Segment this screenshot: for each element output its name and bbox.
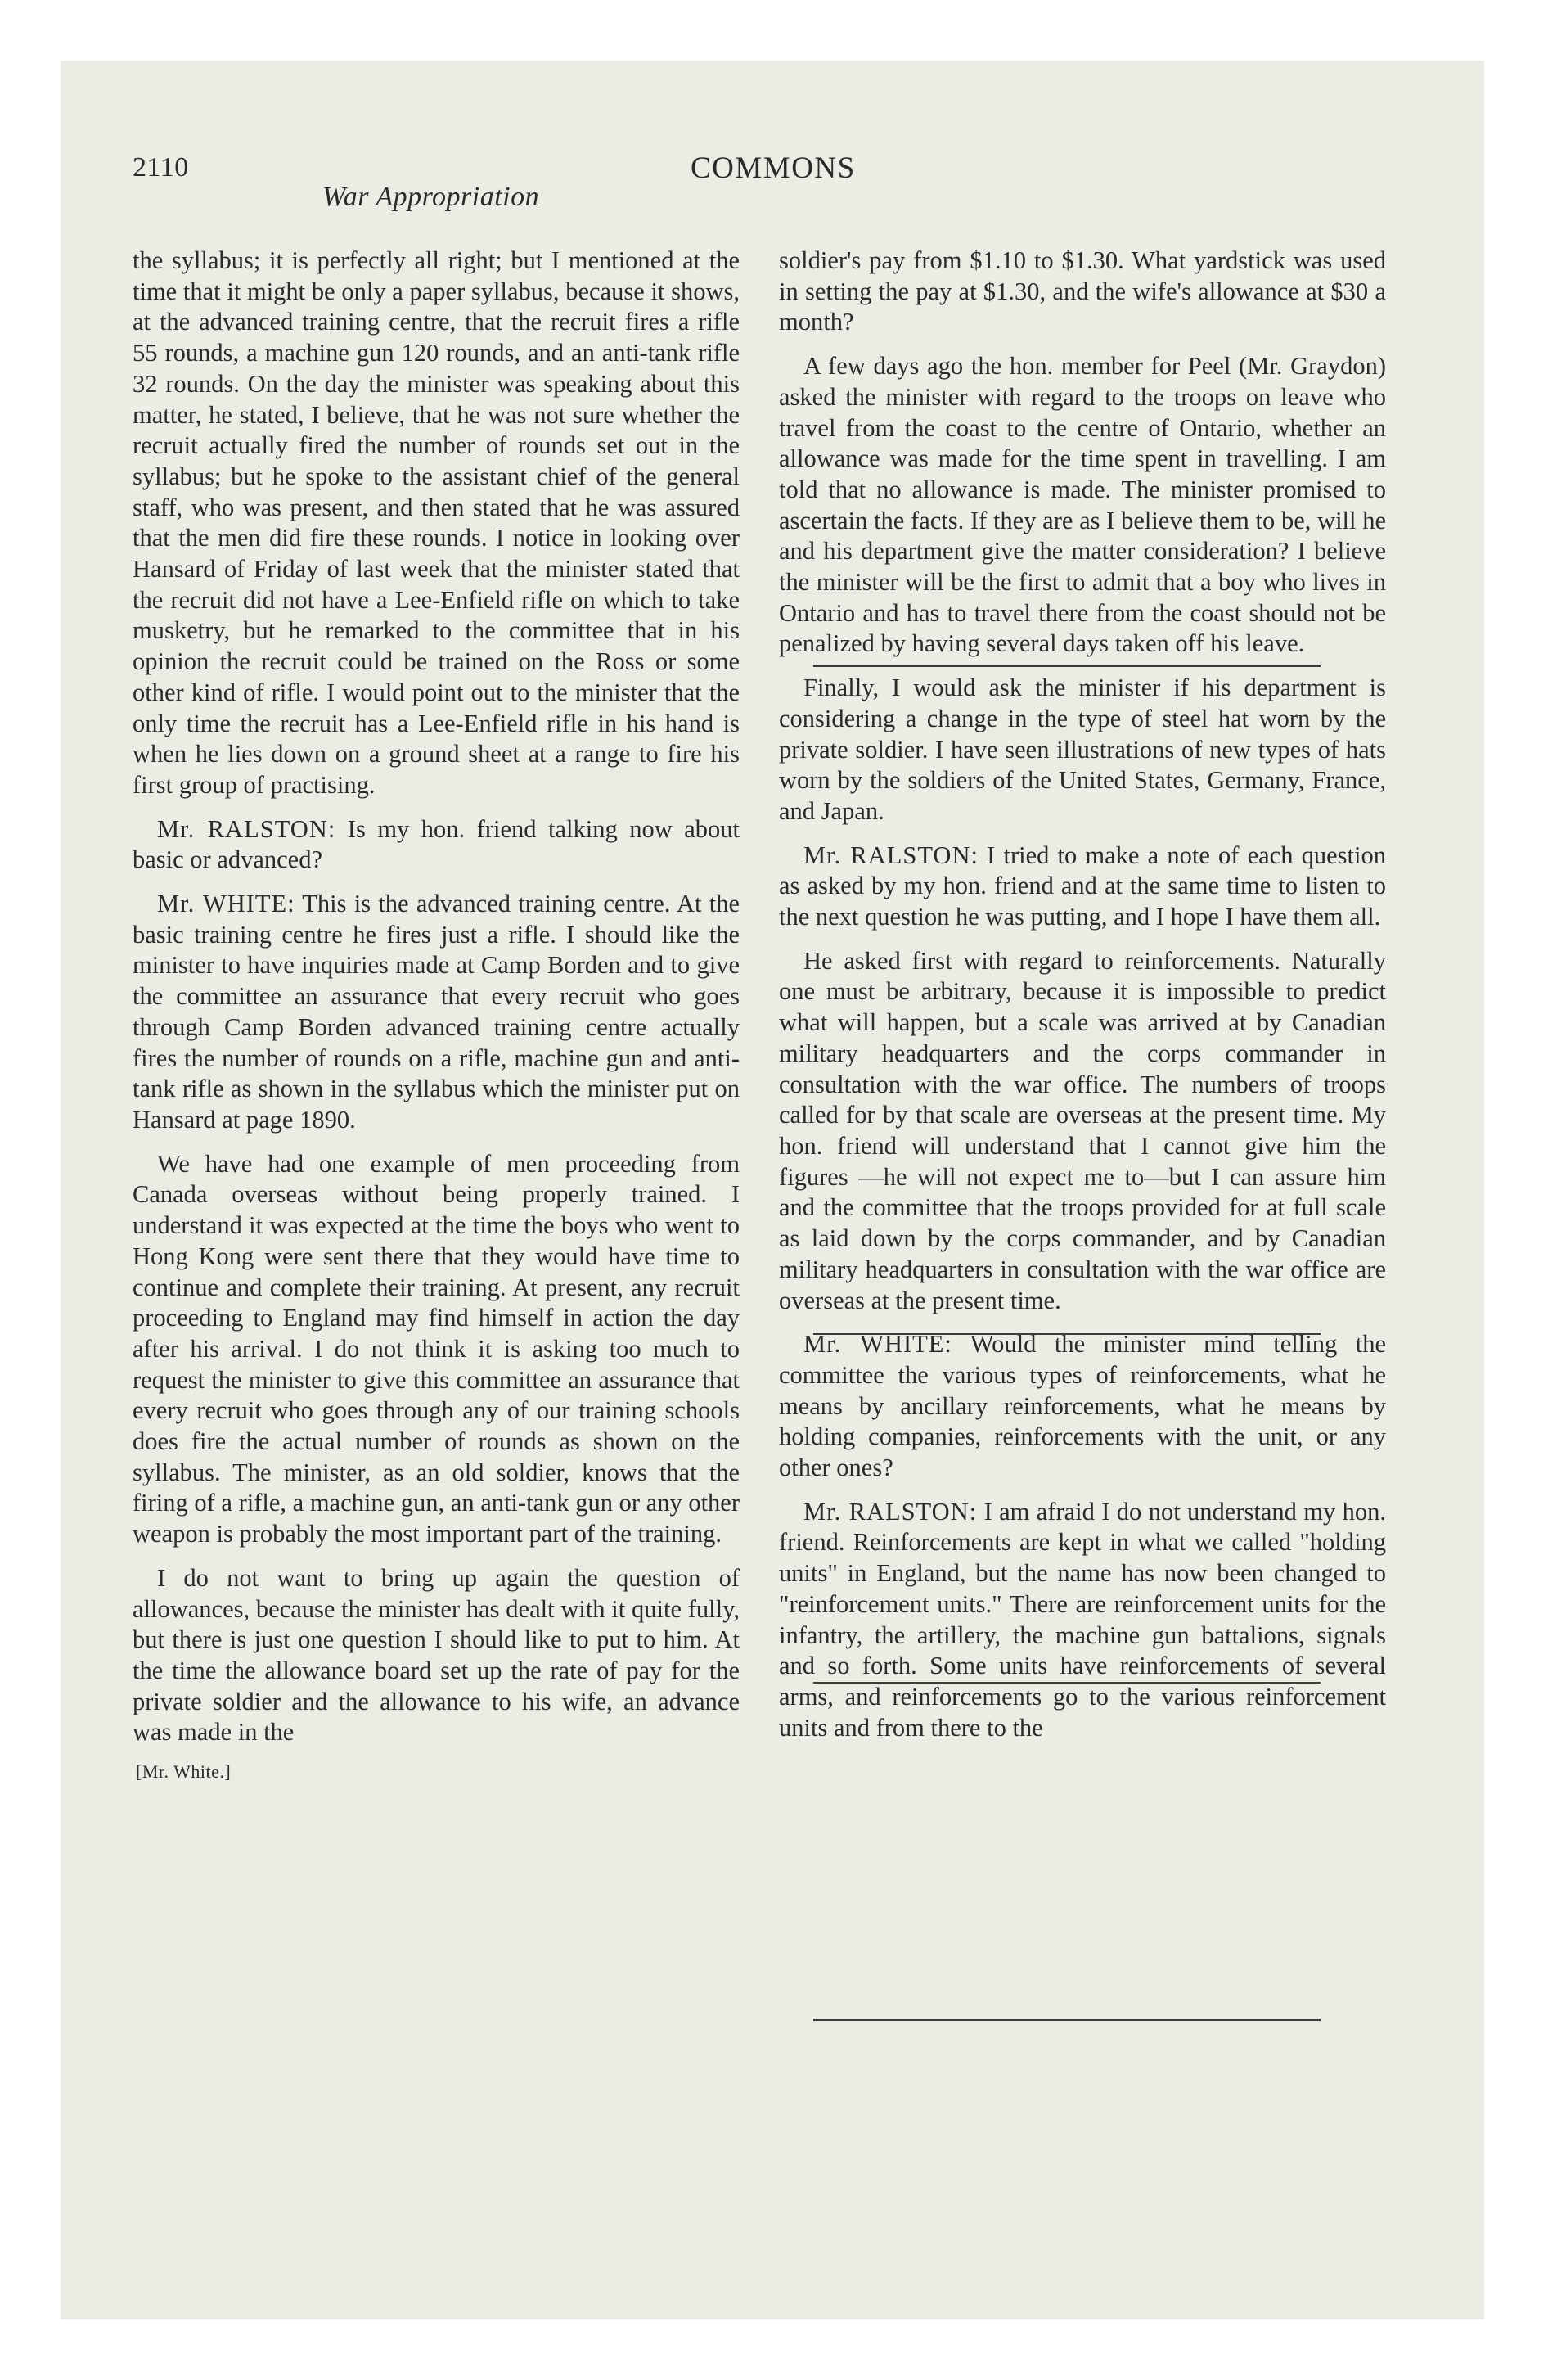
paragraph: We have had one example of men proceeding from Canada overseas without being properly trained. I understand it was expected at the time the boys who went to Hong Kong were sent there that they would have time to continue and complete their training. At present, any recruit proceeding to England may find himself in action the day after his arrival. I do not think it is asking too much to request the minister to give this committee an assurance that every recruit who goes through any of our training schools does fire the actual number of rounds as shown on the syllabus. The minister, as an old soldier, knows that the firing of a rifle, a machine gun, an anti-tank gun or any other weapon is probably the most important part of the training.	[133, 1149, 740, 1548]
speech-text: I tried to make a note of each question as asked by my hon. friend and at the same time to listen to the next question he was putting, and I hope I have them all.	[779, 841, 1386, 931]
speaker-name: Mr. WHITE:	[803, 1330, 952, 1359]
paragraph: the syllabus; it is perfectly all right; but I mentioned at the time that it might be only a paper syllabus, because it shows, at the advanced training centre, that the recruit fires a rifle 55 rounds, a machine gun 120 rounds, and an anti-tank rifle 32 rounds. On the day the minister was speaking about this matter, he stated, I believe, that he was not sure whether the recruit actually fired the number of rounds set out in the syllabus; but he spoke to the assistant chief of the general staff, who was present, and then stated that he was assured that the men did fire these rounds. I notice in looking over Hansard of Friday of last week that the minister stated that the recruit did not have a Lee-Enfield rifle on which to take musketry, but he remarked to the committee that in his opinion the recruit could be trained on the Ross or some other kind of rifle. I would point out to the minister that the only time the recruit has a Lee-Enfield rifle in his hand is when he lies down on a ground sheet at a range to fire his first group of practising.	[133, 246, 740, 799]
rule-line	[813, 1333, 1321, 1335]
hansard-page	[61, 61, 1484, 2319]
running-head: COMMONS	[691, 151, 856, 185]
paragraph: soldier's pay from $1.10 to $1.30. What yardstick was used in setting the pay at $1.30, and the wife's allowance at $30 a month?	[779, 246, 1386, 336]
paragraph: Finally, I would ask the minister if his department is considering a change in the type of steel hat worn by the private soldier. I have seen illustrations of new types of hats worn by the soldiers of the United States, Germany, France, and Japan.	[779, 674, 1386, 825]
speech-text: Is my hon. friend talking now about basic or advanced?	[133, 814, 740, 874]
left-column	[133, 246, 740, 1787]
section-title: War Appropriation	[322, 182, 540, 212]
page-number: 2110	[133, 152, 189, 183]
rule-line	[813, 665, 1321, 667]
speaker-name: Mr. WHITE:	[157, 890, 295, 918]
speaker-name: Mr. RALSTON:	[803, 1497, 978, 1526]
speech-ralston	[779, 1497, 1386, 1744]
speaker-name: Mr. RALSTON:	[157, 814, 336, 843]
speech-text: This is the advanced training centre. At the basic training centre he fires just a rifle. I should like the minister to have inquiries made at Camp Borden and to give the committee an assurance that every recruit who goes through Camp Borden advanced training centre actually fires the number of rounds on a rifle, machine gun and anti-tank rifle as shown in the syllabus which the minister put on Hansard at page 1890.	[133, 890, 740, 1134]
paragraph: A few days ago the hon. member for Peel (Mr. Graydon) asked the minister with regard to the troops on leave who travel from the coast to the centre of Ontario, whether an allowance was made for the time spent in travelling. I am told that no allowance is made. The minister promised to ascertain the facts. If they are as I believe them to be, will he and his department give the matter consideration? I believe the minister will be the first to admit that a boy who lives in Ontario and has to travel there from the coast should not be penalized by having several days taken off his leave.	[779, 352, 1386, 658]
speech-ralston	[779, 841, 1386, 933]
speaker-name: Mr. RALSTON:	[803, 841, 979, 869]
rule-line	[813, 2019, 1321, 2021]
speech-text: I am afraid I do not understand my hon. friend. Reinforcements are kept in what we called "holding units" in England, but the name has now been changed to "reinforcement units." There are reinforcement units for the infantry, the artillery, the machine gun battalions, signals and so forth. Some units have reinforcements of several arms, and reinforcements go to the various reinforcement units and from there to the	[779, 1497, 1386, 1742]
speech-text: Would the minister mind telling the committee the various types of reinforcements, what he means by ancillary reinforcements, what he means by holding companies, reinforcements with the unit, or any other ones?	[779, 1330, 1386, 1482]
right-column	[779, 246, 1386, 1756]
paragraph: He asked first with regard to reinforcements. Naturally one must be arbitrary, because it is impossible to predict what will happen, but a scale was arrived at by Canadian military headquarters and the corps commander in consultation with the war office. The numbers of troops called for by that scale are overseas at the present time. My hon. friend will understand that I cannot give him the figures —he will not expect me to—but I can assure him and the committee that the troops provided for at full scale as laid down by the corps commander, and by Canadian military headquarters in consultation with the war office are overseas at the present time.	[779, 946, 1386, 1314]
speech-ralston	[133, 814, 740, 876]
speaker-byline: [Mr. White.]	[136, 1761, 232, 1783]
rule-line	[813, 1682, 1321, 1684]
speech-white	[133, 889, 740, 1136]
speech-white	[779, 1329, 1386, 1484]
paragraph: I do not want to bring up again the question of allowances, because the minister has dealt with it quite fully, but there is just one question I should like to put to him. At the time the allowance board set up the rate of pay for the private soldier and the allowance to his wife, an advance was made in the	[133, 1563, 740, 1747]
